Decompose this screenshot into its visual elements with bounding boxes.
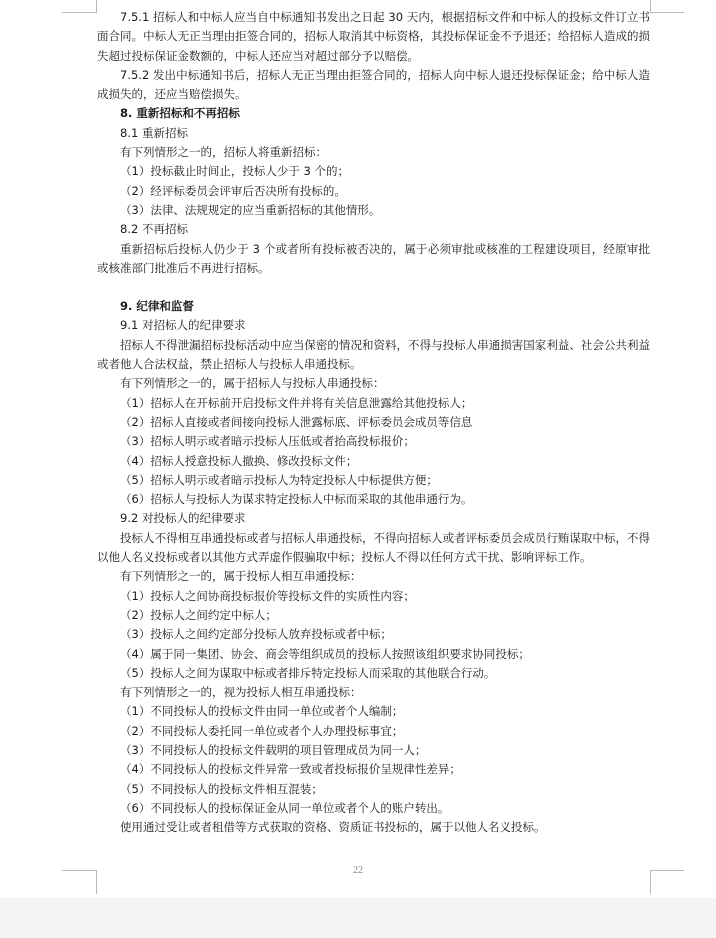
section-heading: 8. 重新招标和不再招标	[120, 106, 240, 121]
crop-mark-top-left-h	[62, 12, 96, 13]
paragraph: 9.1 对招标人的纪律要求	[120, 318, 246, 333]
paragraph: （1）招标人在开标前开启投标文件并将有关信息泄露给其他投标人；	[120, 395, 473, 410]
paragraph: （5）投标人之间为谋取中标或者排斥特定投标人而采取的其他联合行动。	[120, 665, 496, 680]
paragraph: （2）经评标委员会评审后否决所有投标的。	[120, 183, 346, 198]
paragraph: （3）投标人之间约定部分投标人放弃投标或者中标；	[120, 627, 392, 642]
paragraph: 投标人不得相互串通投标或者与招标人串通投标，不得向招标人或者评标委员会成员行贿谋取中标，不得以他人名义投标或者以其他方式弄虚作假骗取中标；投标人不得以任何方式干扰、影响评标工作。	[97, 530, 650, 565]
paragraph: （5）招标人明示或者暗示投标人为特定投标人中标提供方便；	[120, 472, 438, 487]
paragraph: （3）不同投标人的投标文件载明的项目管理成员为同一人；	[120, 742, 427, 757]
paragraph: 有下列情形之一的，属于招标人与投标人串通投标：	[120, 376, 385, 391]
paragraph: 7.5.2 发出中标通知书后，招标人无正当理由拒签合同的，招标人向中标人退还投标保证金；给中标人造成损失的，还应当赔偿损失。	[97, 67, 650, 102]
paragraph: 8.1 重新招标	[120, 125, 188, 140]
paragraph: （1）投标截止时间止，投标人少于 3 个的；	[120, 164, 349, 179]
paragraph: （2）招标人直接或者间接向投标人泄露标底、评标委员会成员等信息	[120, 414, 473, 429]
page-number: 22	[353, 865, 363, 876]
paragraph-spacer	[97, 278, 650, 297]
paragraph: （1）投标人之间协商投标报价等投标文件的实质性内容；	[120, 588, 415, 603]
paragraph: （6）不同投标人的投标保证金从同一单位或者个人的账户转出。	[120, 800, 450, 815]
paragraph: 招标人不得泄漏招标投标活动中应当保密的情况和资料，不得与投标人串通损害国家利益、社会公共利益或者他人合法权益，禁止招标人与投标人串通投标。	[97, 337, 650, 372]
paragraph: （1）不同投标人的投标文件由同一单位或者个人编制；	[120, 704, 404, 719]
paragraph: （4）招标人授意投标人撤换、修改投标文件；	[120, 453, 358, 468]
paragraph: 有下列情形之一的，属于投标人相互串通投标：	[120, 569, 362, 584]
paragraph: 有下列情形之一的，视为投标人相互串通投标：	[120, 685, 362, 700]
paragraph: 8.2 不再招标	[120, 222, 188, 237]
paragraph: 重新招标后投标人仍少于 3 个或者所有投标被否决的，属于必须审批或核准的工程建设项目，经原审批或核准部门批准后不再进行招标。	[97, 241, 650, 275]
paragraph: （3）招标人明示或者暗示投标人压低或者抬高投标报价；	[120, 434, 415, 449]
paragraph: （5）不同投标人的投标文件相互混装；	[120, 781, 323, 796]
paragraph: 9.2 对投标人的纪律要求	[120, 511, 246, 526]
paragraph: 7.5.1 招标人和中标人应当自中标通知书发出之日起 30 天内，根据招标文件和中标人的投标文件订立书面合同。中标人无正当理由拒签合同的，招标人取消其中标资格，其投标保证金不予退还；给招标人造成的损失超过投标保证金数额的，中标人还应当对超过部分予以赔偿。	[97, 10, 650, 63]
paragraph: （3）法律、法规规定的应当重新招标的其他情形。	[120, 202, 381, 217]
paragraph: （2）不同投标人委托同一单位或者个人办理投标事宜；	[120, 723, 404, 738]
paragraph: 有下列情形之一的，招标人将重新招标：	[120, 145, 327, 160]
paragraph: （2）投标人之间约定中标人；	[120, 607, 277, 622]
crop-mark-top-right-v	[650, 0, 651, 13]
crop-mark-top-right-h	[650, 12, 684, 13]
page-bottom-gutter	[0, 898, 716, 938]
paragraph: （4）不同投标人的投标文件异常一致或者投标报价呈规律性差异；	[120, 762, 461, 777]
paragraph: （6）招标人与投标人为谋求特定投标人中标而采取的其他串通行为。	[120, 492, 473, 507]
paragraph: （4）属于同一集团、协会、商会等组织成员的投标人按照该组织要求协同投标；	[120, 646, 530, 661]
document-body	[97, 8, 650, 837]
paragraph: 使用通过受让或者租借等方式获取的资格、资质证书投标的，属于以他人名义投标。	[120, 820, 546, 835]
section-heading: 9. 纪律和监督	[120, 299, 194, 314]
